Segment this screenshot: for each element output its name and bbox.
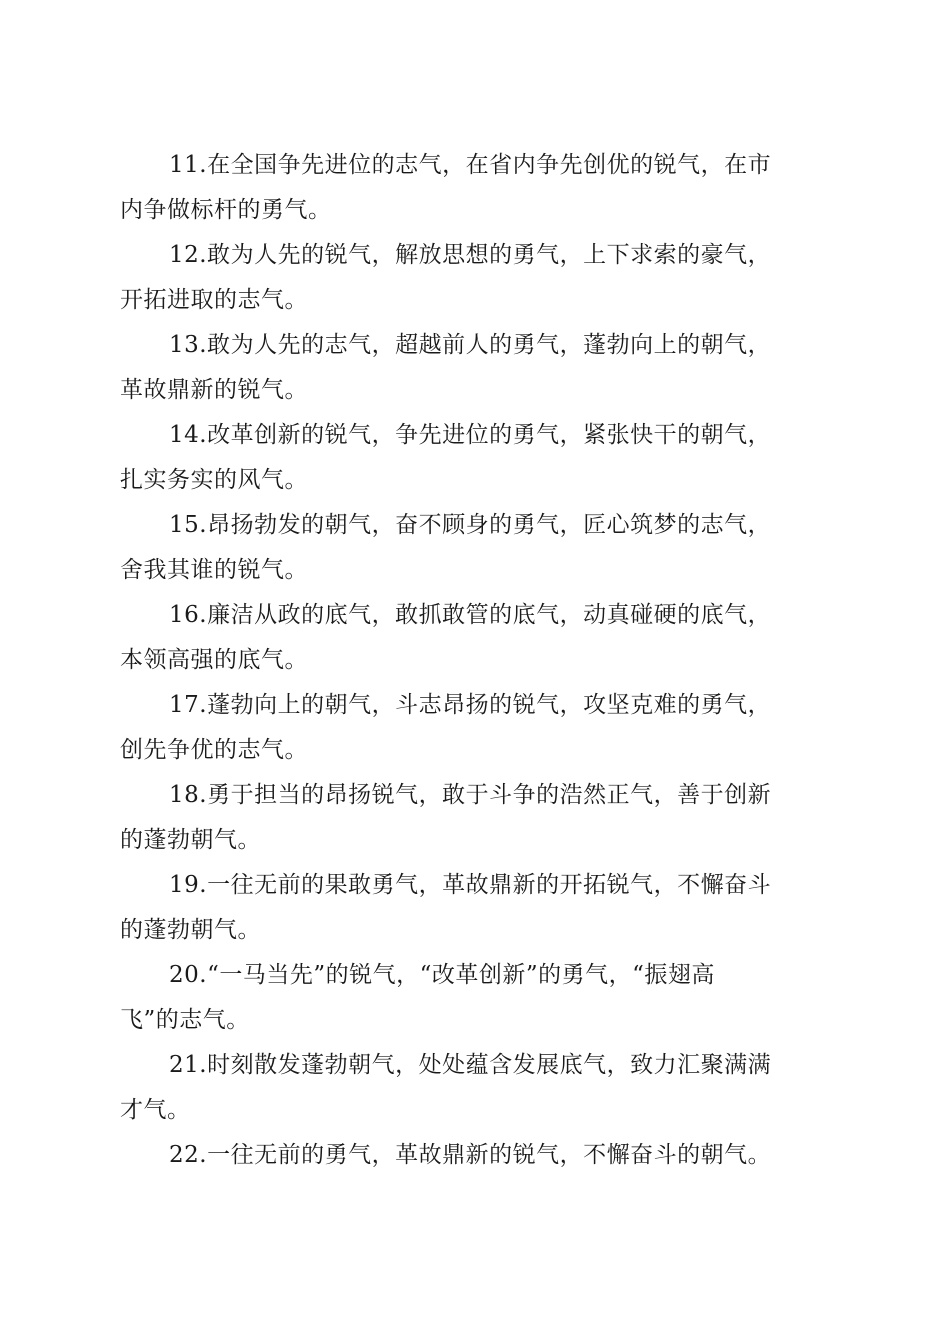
item-text: “一马当先”的锐气，“改革创新”的勇气，“振翅高 — [207, 962, 715, 988]
item-number: 15. — [169, 512, 208, 538]
item-number: 12. — [169, 242, 208, 268]
list-item-17 — [120, 683, 825, 773]
item-line — [120, 1043, 825, 1088]
list-item-16 — [120, 593, 825, 683]
item-text: 本领高强的底气。 — [120, 647, 308, 673]
item-text: 革故鼎新的锐气。 — [120, 377, 308, 403]
list-item-14 — [120, 413, 825, 503]
item-text: 创先争优的志气。 — [120, 737, 308, 763]
item-text: 廉洁从政的底气，敢抓敢管的底气，动真碰硬的底气， — [207, 602, 772, 628]
item-line — [120, 863, 825, 908]
item-text: 飞”的志气。 — [120, 1007, 250, 1033]
item-text: 时刻散发蓬勃朝气，处处蕴含发展底气，致力汇聚满满 — [207, 1052, 772, 1078]
item-text: 蓬勃向上的朝气，斗志昂扬的锐气，攻坚克难的勇气， — [207, 692, 772, 718]
item-number: 19. — [169, 872, 208, 898]
item-number: 14. — [169, 422, 208, 448]
item-line — [120, 413, 825, 458]
item-text: 改革创新的锐气，争先进位的勇气，紧张快干的朝气， — [207, 422, 772, 448]
item-text: 昂扬勃发的朝气，奋不顾身的勇气，匠心筑梦的志气， — [207, 512, 772, 538]
item-line — [120, 773, 825, 818]
item-line — [120, 503, 825, 548]
item-text: 才气。 — [120, 1097, 191, 1123]
item-number: 22. — [169, 1142, 208, 1168]
item-number: 13. — [169, 332, 208, 358]
item-number: 11. — [169, 152, 208, 178]
item-number: 21. — [169, 1052, 208, 1078]
item-number: 17. — [169, 692, 208, 718]
list-item-15 — [120, 503, 825, 593]
item-line — [120, 143, 825, 188]
item-text: 在全国争先进位的志气，在省内争先创优的锐气，在市 — [207, 152, 772, 178]
list-item-20 — [120, 953, 825, 1043]
item-text: 开拓进取的志气。 — [120, 287, 308, 313]
item-number: 16. — [169, 602, 208, 628]
item-text: 的蓬勃朝气。 — [120, 917, 261, 943]
item-text: 一往无前的果敢勇气，革故鼎新的开拓锐气，不懈奋斗 — [207, 872, 772, 898]
list-item-21 — [120, 1043, 825, 1133]
item-text: 一往无前的勇气，革故鼎新的锐气，不懈奋斗的朝气。 — [207, 1142, 772, 1168]
document-body — [120, 143, 825, 1178]
item-line — [120, 593, 825, 638]
item-text: 勇于担当的昂扬锐气，敢于斗争的浩然正气，善于创新 — [207, 782, 772, 808]
item-text: 敢为人先的锐气，解放思想的勇气，上下求索的豪气， — [207, 242, 772, 268]
item-line — [120, 1133, 825, 1178]
list-item-11 — [120, 143, 825, 233]
item-text: 敢为人先的志气，超越前人的勇气，蓬勃向上的朝气， — [207, 332, 772, 358]
item-number: 20. — [169, 962, 208, 988]
list-item-22 — [120, 1133, 825, 1178]
item-line — [120, 683, 825, 728]
list-item-13 — [120, 323, 825, 413]
item-text: 内争做标杆的勇气。 — [120, 197, 332, 223]
list-item-12 — [120, 233, 825, 323]
list-item-19 — [120, 863, 825, 953]
list-item-18 — [120, 773, 825, 863]
item-line — [120, 233, 825, 278]
item-line — [120, 323, 825, 368]
item-text: 扎实务实的风气。 — [120, 467, 308, 493]
item-line — [120, 953, 825, 998]
item-text: 的蓬勃朝气。 — [120, 827, 261, 853]
item-text: 舍我其谁的锐气。 — [120, 557, 308, 583]
item-number: 18. — [169, 782, 208, 808]
